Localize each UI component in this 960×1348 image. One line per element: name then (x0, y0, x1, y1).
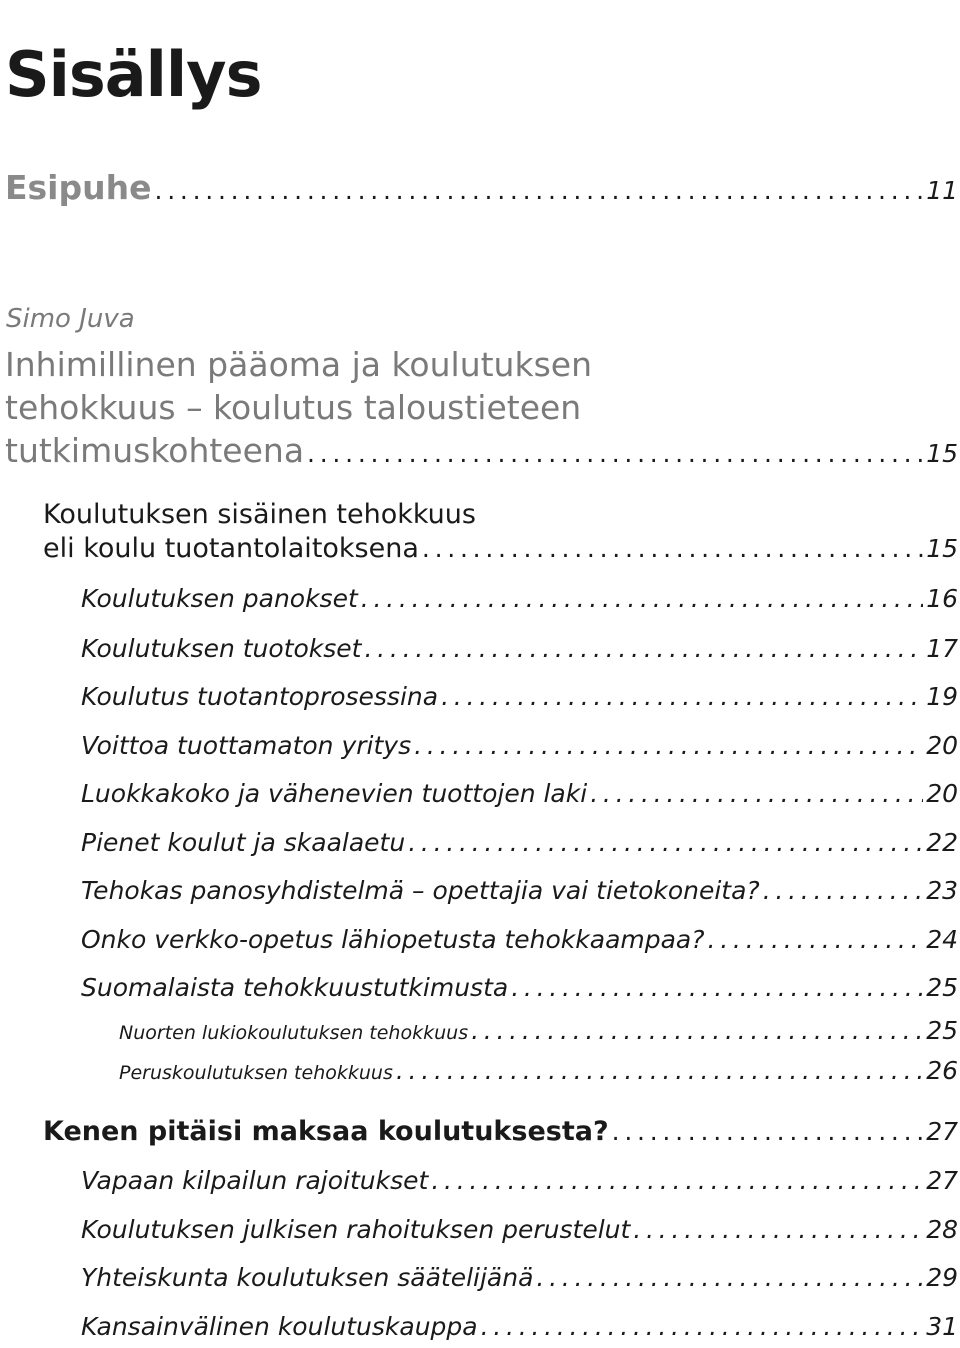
dot-leader (307, 432, 923, 475)
toc-entry-text: Koulutuksen julkisen rahoituksen perustelut (81, 1215, 631, 1244)
toc-entry-text: Kansainvälinen koulutuskauppa (81, 1312, 478, 1341)
toc-entry[interactable] (81, 1166, 958, 1195)
dot-leader (633, 1215, 923, 1244)
toc-entry-text: Tehokas panosyhdistelmä – opettajia vai tietokoneita? (81, 876, 760, 905)
toc-entry-text: eli koulu tuotantolaitoksena (43, 533, 419, 564)
toc-entry-text: Luokkakoko ja vähenevien tuottojen laki (81, 779, 588, 808)
dot-leader (441, 682, 923, 711)
toc-page-number: 29 (926, 1263, 958, 1292)
dot-leader (408, 828, 923, 857)
toc-page-number: 23 (926, 876, 958, 905)
toc-entry[interactable] (81, 973, 958, 1002)
toc-entry-text: Esipuhe (5, 168, 152, 207)
dot-leader (422, 532, 923, 566)
toc-entry-text: Koulutus tuotantoprosessina (81, 682, 439, 711)
toc-entry-text: Pienet koulut ja skaalaetu (81, 828, 406, 857)
toc-page-number: 27 (926, 1166, 958, 1195)
toc-page-number: 27 (926, 1117, 958, 1146)
toc-subentry[interactable] (119, 1016, 958, 1045)
toc-entry[interactable] (81, 925, 958, 954)
toc-page-number: 24 (926, 925, 958, 954)
toc-entry[interactable] (81, 731, 958, 760)
toc-entry-text: tutkimuskohteena (5, 431, 305, 470)
chapter-author: Simo Juva (6, 304, 135, 334)
toc-entry-chapter[interactable] (5, 343, 958, 475)
toc-page-number: 25 (926, 973, 958, 1002)
toc-page-number: 22 (926, 828, 958, 857)
toc-entry-text: Voittoa tuottamaton yritys (81, 731, 412, 760)
dot-leader (361, 584, 923, 613)
dot-leader (471, 1016, 923, 1045)
dot-leader (414, 731, 923, 760)
toc-entry-text: Onko verkko-opetus lähiopetusta tehokkaampaa? (81, 925, 705, 954)
dot-leader (612, 1117, 924, 1146)
dot-leader (396, 1056, 923, 1085)
dot-leader (481, 1312, 924, 1341)
toc-entry-text: Peruskoulutuksen tehokkuus (119, 1062, 393, 1084)
dot-leader (431, 1166, 923, 1195)
toc-entry-text: Yhteiskunta koulutuksen säätelijänä (81, 1263, 534, 1292)
toc-entry[interactable] (81, 634, 958, 663)
toc-page-number: 20 (926, 779, 958, 808)
dot-leader (590, 779, 923, 808)
toc-entry-section[interactable] (43, 1116, 958, 1147)
chapter-title-last-line (5, 429, 958, 475)
dot-leader (763, 876, 923, 905)
toc-entry-text: Nuorten lukiokoulutuksen tehokkuus (119, 1022, 469, 1044)
toc-entry-text: Suomalaista tehokkuustutkimusta (81, 973, 509, 1002)
toc-page-number: 25 (926, 1016, 958, 1045)
toc-entry-text: Koulutuksen tuotokset (81, 634, 362, 663)
toc-entry[interactable] (81, 682, 958, 711)
chapter-title-line: tehokkuus – koulutus taloustieteen (5, 388, 582, 427)
dot-leader (536, 1263, 923, 1292)
toc-page-number: 17 (926, 634, 958, 663)
toc-entry-text: Vapaan kilpailun rajoitukset (81, 1166, 429, 1195)
dot-leader (364, 634, 923, 663)
section-title-last-line (43, 532, 958, 566)
toc-entry[interactable] (81, 1215, 958, 1244)
toc-page-number: 16 (926, 584, 958, 613)
toc-subentry[interactable] (119, 1056, 958, 1085)
toc-entry[interactable] (81, 779, 958, 808)
page-title: Sisällys (5, 37, 262, 111)
toc-page-number: 19 (926, 682, 958, 711)
toc-entry-text: Koulutuksen panokset (81, 584, 358, 613)
toc-entry[interactable] (81, 1312, 958, 1341)
toc-page-number: 28 (926, 1215, 958, 1244)
toc-entry-text: Kenen pitäisi maksaa koulutuksesta? (43, 1116, 609, 1147)
dot-leader (155, 176, 924, 205)
dot-leader (708, 925, 924, 954)
toc-entry[interactable] (81, 584, 958, 613)
toc-entry[interactable] (81, 828, 958, 857)
toc-entry-section[interactable] (43, 498, 958, 566)
toc-page-number: 15 (926, 534, 958, 563)
section-title-line: Koulutuksen sisäinen tehokkuus (43, 499, 476, 530)
toc-entry[interactable] (81, 1263, 958, 1292)
toc-entry[interactable] (81, 876, 958, 905)
toc-page-number: 20 (926, 731, 958, 760)
toc-page-number: 11 (926, 176, 958, 205)
toc-page-number: 31 (926, 1312, 958, 1341)
chapter-title-line: Inhimillinen pääoma ja koulutuksen (5, 345, 592, 384)
toc-entry-preface[interactable] (5, 168, 958, 207)
toc-page-number: 15 (926, 439, 958, 468)
toc-page-number: 26 (926, 1056, 958, 1085)
dot-leader (511, 973, 923, 1002)
